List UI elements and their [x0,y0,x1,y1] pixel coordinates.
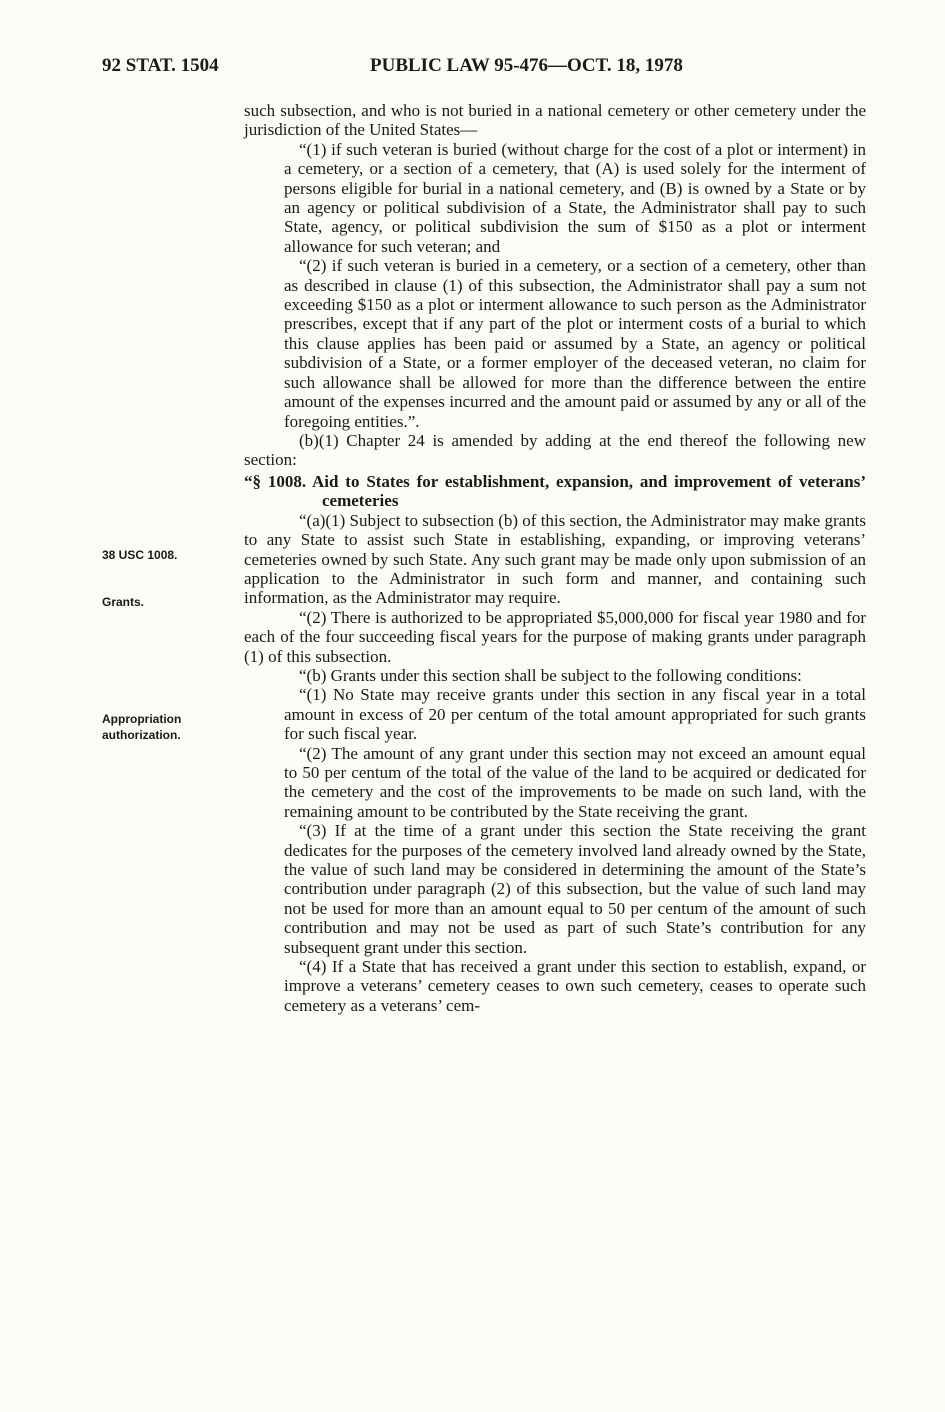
subsection-a1: “(a)(1) Subject to subsection (b) of this section, the Administrator may make grants to any State to assist such State in establishing, expanding, or improving veterans’ cemeteries owned by such State. Any such grant may be made only upon submission of an application to the Administrator in such form and manner, and containing such information, as the Administrator may require. [244,510,867,608]
amendment-b1: (b)(1) Chapter 24 is amended by adding at the end thereof the following new section: [244,430,866,470]
subsection-b: “(b) Grants under this section shall be subject to the following conditions: [299,665,802,685]
clause-1: “(1) if such veteran is buried (without charge for the cost of a plot or interment) in a cemetery, or a section of a cemetery, that (A) is used solely for the interment of persons eligible for burial in a national cemetery, and (B) is owned by a State or by an agency or political subdivision of a State, the Administrator shall pay to such State, agency, or political subdivision the sum of $150 as a plot or interment allowance for such veteran; and [284,139,866,256]
margin-note-appropriation: Appropriation [102,712,182,726]
margin-note-grants: Grants. [102,595,145,609]
public-law-title: PUBLIC LAW 95-476—OCT. 18, 1978 [370,55,683,76]
subsection-a2: “(2) There is authorized to be appropriated $5,000,000 for fiscal year 1980 and for each of the four succeeding fiscal years for the purpose of making grants under paragraph (1) of this subsection. [244,607,866,666]
section-1008-heading: “§ 1008. Aid to States for establishment, expansion, and improvement of veterans’ cemeteries [244,471,866,510]
condition-1: “(1) No State may receive grants under this section in any fiscal year in a total amount in excess of 20 per centum of the total amount appropriated for such grants for such fiscal year. [284,685,866,744]
statute-body [244,101,866,1015]
clause-2: “(2) if such veteran is buried in a cemetery, or a section of a cemetery, other than as described in clause (1) of this subsection, the Administrator shall pay a sum not exceeding $150 as a plot or interment allowance to such person as the Administrator prescribes, except that if any part of the plot or interment costs of a burial to which this clause applies has been paid or assumed by a State, an agency or political subdivision of a State, or a former employer of the deceased veteran, no claim for such allowance shall be allowed for more than the difference between the entire amount of the expenses incurred and the amount paid or assumed by any or all of the foregoing entities.”. [284,256,866,431]
stat-page-reference: 92 STAT. 1504 [102,55,219,76]
condition-3: “(3) If at the time of a grant under this section the State receiving the grant dedicates for the purposes of the cemetery involved land already owned by the State, the value of such land may be considered in determining the amount of the State’s contribution under paragraph (2) of this subsection, but the value of such land may not be used for more than an amount equal to 50 per centum of the amount of such contribution and may not be used as part of such State’s contribution for any subsequent grant under this section. [284,821,866,957]
running-head [0,55,945,81]
condition-2: “(2) The amount of any grant under this section may not exceed an amount equal to 50 per centum of the total of the value of the land to be acquired or dedicated for the cemetery and the cost of the improvements to be made on such land, with the remaining amount to be contributed by the State receiving the grant. [284,743,866,821]
margin-note-usc: 38 USC 1008. [102,548,178,562]
margin-note-authorization: authorization. [102,728,181,742]
intro-paragraph: such subsection, and who is not buried in a national cemetery or other cemetery under the jurisdiction of the United States— [244,101,866,140]
condition-4: “(4) If a State that has received a grant under this section to establish, expand, or improve a veterans’ cemetery ceases to own such cemetery, ceases to operate such cemetery as a veterans’ cem- [284,957,866,1015]
